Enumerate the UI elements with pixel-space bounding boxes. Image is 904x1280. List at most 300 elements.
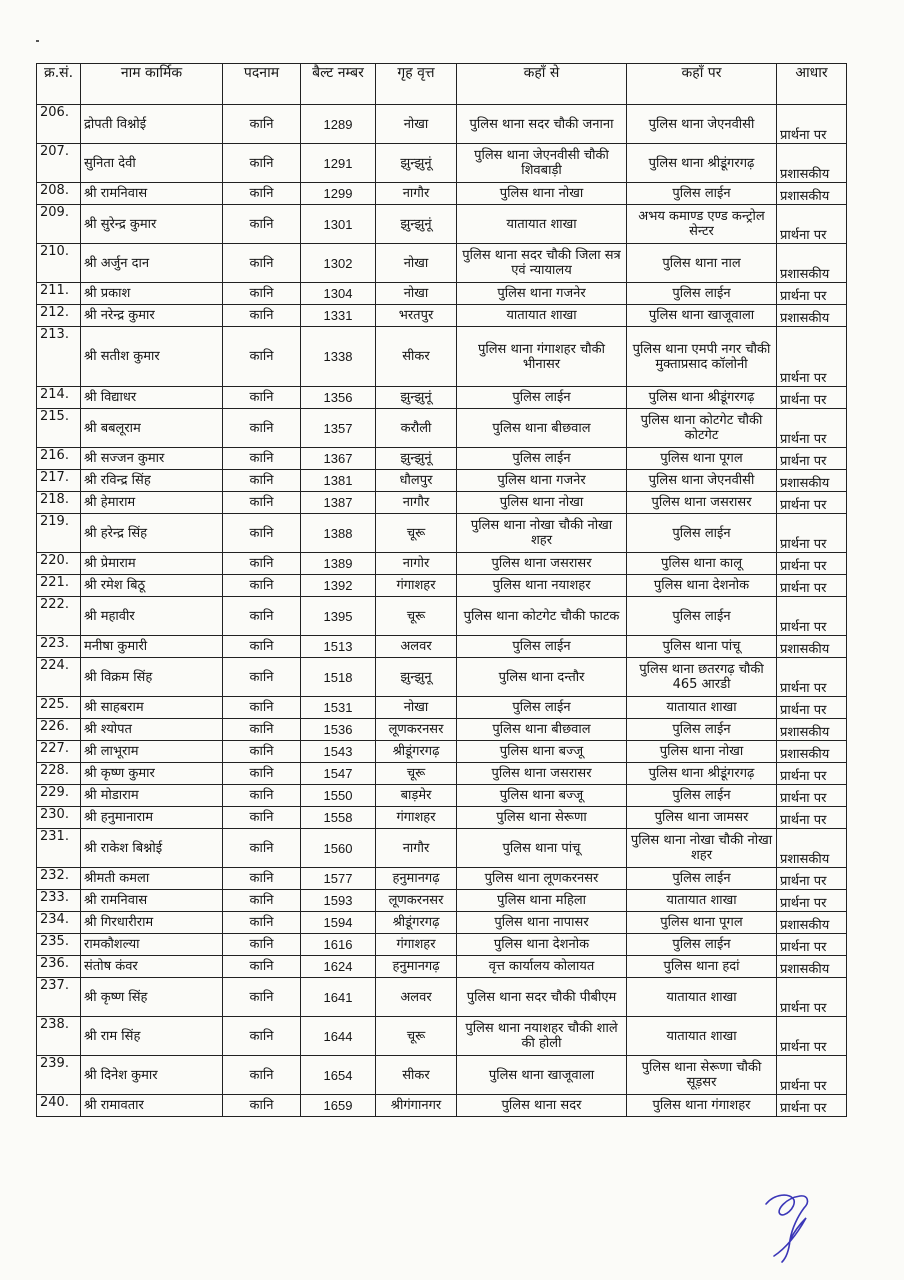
table-row	[37, 829, 847, 868]
serial-cell: 239.	[37, 1056, 81, 1095]
belt-number-cell: 1594	[301, 912, 376, 934]
serial-cell: 219.	[37, 514, 81, 553]
name-cell: श्री कृष्ण कुमार	[81, 763, 223, 785]
page-mark	[36, 40, 39, 42]
serial-cell: 220.	[37, 553, 81, 575]
belt-number-cell: 1560	[301, 829, 376, 868]
from-cell: पुलिस थाना बज्जू	[457, 741, 627, 763]
table-row	[37, 514, 847, 553]
basis-cell: प्रार्थना पर	[777, 1056, 847, 1095]
basis-cell: प्रार्थना पर	[777, 105, 847, 144]
from-cell: पुलिस लाईन	[457, 387, 627, 409]
designation-cell: कानि	[223, 1095, 301, 1117]
designation-cell: कानि	[223, 934, 301, 956]
home-circle-cell: नागौर	[376, 183, 457, 205]
table-row	[37, 890, 847, 912]
designation-cell: कानि	[223, 697, 301, 719]
name-cell: श्री रविन्द्र सिंह	[81, 470, 223, 492]
table-row	[37, 470, 847, 492]
table-row	[37, 1017, 847, 1056]
name-cell: सुनिता देवी	[81, 144, 223, 183]
to-cell: पुलिस लाईन	[627, 868, 777, 890]
serial-cell: 208.	[37, 183, 81, 205]
belt-number-cell: 1338	[301, 327, 376, 387]
designation-cell: कानि	[223, 575, 301, 597]
to-cell: पुलिस थाना श्रीडूंगरगढ़	[627, 387, 777, 409]
designation-cell: कानि	[223, 492, 301, 514]
designation-cell: कानि	[223, 978, 301, 1017]
to-cell: पुलिस थाना जेएनवीसी	[627, 470, 777, 492]
table-row	[37, 1056, 847, 1095]
home-circle-cell: चूरू	[376, 763, 457, 785]
belt-number-cell: 1301	[301, 205, 376, 244]
basis-cell: प्रशासकीय	[777, 956, 847, 978]
from-cell: पुलिस थाना नयाशहर चौकी शाले की होली	[457, 1017, 627, 1056]
designation-cell: कानि	[223, 144, 301, 183]
header-from: कहाँ से	[457, 64, 627, 105]
table-row	[37, 144, 847, 183]
header-name: नाम कार्मिक	[81, 64, 223, 105]
home-circle-cell: नागोर	[376, 553, 457, 575]
to-cell: पुलिस लाईन	[627, 719, 777, 741]
home-circle-cell: लूणकरनसर	[376, 890, 457, 912]
home-circle-cell: गंगाशहर	[376, 934, 457, 956]
designation-cell: कानि	[223, 553, 301, 575]
name-cell: द्रोपती विश्नोई	[81, 105, 223, 144]
home-circle-cell: झुन्झुनू	[376, 658, 457, 697]
serial-cell: 236.	[37, 956, 81, 978]
table-row	[37, 978, 847, 1017]
home-circle-cell: नागौर	[376, 829, 457, 868]
designation-cell: कानि	[223, 205, 301, 244]
to-cell: पुलिस लाईन	[627, 934, 777, 956]
belt-number-cell: 1299	[301, 183, 376, 205]
to-cell: पुलिस लाईन	[627, 283, 777, 305]
basis-cell: प्रार्थना पर	[777, 492, 847, 514]
table-row	[37, 956, 847, 978]
table-row	[37, 912, 847, 934]
header-designation: पदनाम	[223, 64, 301, 105]
table-row	[37, 636, 847, 658]
belt-number-cell: 1644	[301, 1017, 376, 1056]
serial-cell: 215.	[37, 409, 81, 448]
to-cell: पुलिस थाना हदां	[627, 956, 777, 978]
to-cell: पुलिस थाना जामसर	[627, 807, 777, 829]
belt-number-cell: 1518	[301, 658, 376, 697]
home-circle-cell: श्रीगंगानगर	[376, 1095, 457, 1117]
basis-cell: प्रार्थना पर	[777, 978, 847, 1017]
belt-number-cell: 1395	[301, 597, 376, 636]
from-cell: पुलिस थाना नोखा चौकी नोखा शहर	[457, 514, 627, 553]
basis-cell: प्रार्थना पर	[777, 1017, 847, 1056]
belt-number-cell: 1289	[301, 105, 376, 144]
serial-cell: 214.	[37, 387, 81, 409]
basis-cell: प्रार्थना पर	[777, 514, 847, 553]
to-cell: पुलिस थाना श्रीडूंगरगढ़	[627, 763, 777, 785]
basis-cell: प्रशासकीय	[777, 183, 847, 205]
from-cell: पुलिस थाना सेरूणा	[457, 807, 627, 829]
from-cell: पुलिस थाना नोखा	[457, 492, 627, 514]
designation-cell: कानि	[223, 327, 301, 387]
basis-cell: प्रशासकीय	[777, 829, 847, 868]
to-cell: पुलिस थाना एमपी नगर चौकी मुक्ताप्रसाद कॉलोनी	[627, 327, 777, 387]
header-serial: क्र.सं.	[37, 64, 81, 105]
home-circle-cell: झुन्झुनूं	[376, 387, 457, 409]
designation-cell: कानि	[223, 1017, 301, 1056]
home-circle-cell: श्रीडूंगरगढ़	[376, 741, 457, 763]
from-cell: पुलिस थाना बीछवाल	[457, 409, 627, 448]
name-cell: श्री हनुमानाराम	[81, 807, 223, 829]
designation-cell: कानि	[223, 283, 301, 305]
serial-cell: 213.	[37, 327, 81, 387]
belt-number-cell: 1291	[301, 144, 376, 183]
home-circle-cell: नागौर	[376, 492, 457, 514]
home-circle-cell: अलवर	[376, 978, 457, 1017]
designation-cell: कानि	[223, 183, 301, 205]
serial-cell: 237.	[37, 978, 81, 1017]
belt-number-cell: 1654	[301, 1056, 376, 1095]
home-circle-cell: नोखा	[376, 105, 457, 144]
designation-cell: कानि	[223, 658, 301, 697]
designation-cell: कानि	[223, 785, 301, 807]
table-row	[37, 244, 847, 283]
belt-number-cell: 1387	[301, 492, 376, 514]
serial-cell: 227.	[37, 741, 81, 763]
basis-cell: प्रशासकीय	[777, 244, 847, 283]
designation-cell: कानि	[223, 719, 301, 741]
from-cell: पुलिस थाना जेएनवीसी चौकी शिवबाड़ी	[457, 144, 627, 183]
basis-cell: प्रशासकीय	[777, 636, 847, 658]
serial-cell: 210.	[37, 244, 81, 283]
home-circle-cell: सीकर	[376, 327, 457, 387]
belt-number-cell: 1577	[301, 868, 376, 890]
to-cell: पुलिस थाना नोखा चौकी नोखा शहर	[627, 829, 777, 868]
designation-cell: कानि	[223, 470, 301, 492]
belt-number-cell: 1513	[301, 636, 376, 658]
to-cell: पुलिस थाना गंगाशहर	[627, 1095, 777, 1117]
basis-cell: प्रार्थना पर	[777, 785, 847, 807]
to-cell: पुलिस थाना पूगल	[627, 912, 777, 934]
designation-cell: कानि	[223, 448, 301, 470]
table-row	[37, 283, 847, 305]
to-cell: पुलिस थाना सेरूणा चौकी सूड़सर	[627, 1056, 777, 1095]
serial-cell: 231.	[37, 829, 81, 868]
transfer-table	[36, 63, 847, 1117]
name-cell: श्री लाभूराम	[81, 741, 223, 763]
name-cell: श्री रामनिवास	[81, 890, 223, 912]
home-circle-cell: गंगाशहर	[376, 807, 457, 829]
to-cell: पुलिस थाना खाजूवाला	[627, 305, 777, 327]
table-row	[37, 387, 847, 409]
header-home-circle: गृह वृत्त	[376, 64, 457, 105]
serial-cell: 228.	[37, 763, 81, 785]
to-cell: पुलिस लाईन	[627, 785, 777, 807]
name-cell: श्री मोडाराम	[81, 785, 223, 807]
designation-cell: कानि	[223, 636, 301, 658]
basis-cell: प्रशासकीय	[777, 719, 847, 741]
table-row	[37, 105, 847, 144]
name-cell: श्री दिनेश कुमार	[81, 1056, 223, 1095]
basis-cell: प्रार्थना पर	[777, 763, 847, 785]
belt-number-cell: 1392	[301, 575, 376, 597]
serial-cell: 206.	[37, 105, 81, 144]
belt-number-cell: 1543	[301, 741, 376, 763]
designation-cell: कानि	[223, 514, 301, 553]
name-cell: श्री अर्जुन दान	[81, 244, 223, 283]
home-circle-cell: अलवर	[376, 636, 457, 658]
home-circle-cell: झुन्झुनूं	[376, 448, 457, 470]
belt-number-cell: 1536	[301, 719, 376, 741]
belt-number-cell: 1304	[301, 283, 376, 305]
home-circle-cell: श्रीडूंगरगढ़	[376, 912, 457, 934]
basis-cell: प्रार्थना पर	[777, 387, 847, 409]
table-row	[37, 658, 847, 697]
table-row	[37, 697, 847, 719]
name-cell: श्री कृष्ण सिंह	[81, 978, 223, 1017]
table-row	[37, 305, 847, 327]
name-cell: श्री रमेश बिठू	[81, 575, 223, 597]
belt-number-cell: 1357	[301, 409, 376, 448]
name-cell: श्री हेमाराम	[81, 492, 223, 514]
home-circle-cell: चूरू	[376, 1017, 457, 1056]
serial-cell: 212.	[37, 305, 81, 327]
serial-cell: 229.	[37, 785, 81, 807]
home-circle-cell: बाड़मेर	[376, 785, 457, 807]
name-cell: श्री नरेन्द्र कुमार	[81, 305, 223, 327]
home-circle-cell: गंगाशहर	[376, 575, 457, 597]
to-cell: पुलिस लाईन	[627, 597, 777, 636]
name-cell: श्रीमती कमला	[81, 868, 223, 890]
belt-number-cell: 1356	[301, 387, 376, 409]
belt-number-cell: 1531	[301, 697, 376, 719]
from-cell: पुलिस थाना महिला	[457, 890, 627, 912]
to-cell: पुलिस थाना छतरगढ़ चौकी 465 आरडी	[627, 658, 777, 697]
designation-cell: कानि	[223, 1056, 301, 1095]
name-cell: श्री विद्याधर	[81, 387, 223, 409]
from-cell: पुलिस थाना नयाशहर	[457, 575, 627, 597]
home-circle-cell: नोखा	[376, 697, 457, 719]
table-row	[37, 597, 847, 636]
from-cell: पुलिस लाईन	[457, 636, 627, 658]
basis-cell: प्रार्थना पर	[777, 934, 847, 956]
from-cell: पुलिस थाना दन्तौर	[457, 658, 627, 697]
belt-number-cell: 1331	[301, 305, 376, 327]
name-cell: श्री रामनिवास	[81, 183, 223, 205]
to-cell: पुलिस थाना पूगल	[627, 448, 777, 470]
serial-cell: 222.	[37, 597, 81, 636]
name-cell: श्री प्रेमाराम	[81, 553, 223, 575]
designation-cell: कानि	[223, 763, 301, 785]
table-row	[37, 205, 847, 244]
belt-number-cell: 1547	[301, 763, 376, 785]
from-cell: पुलिस थाना बज्जू	[457, 785, 627, 807]
table-row	[37, 934, 847, 956]
name-cell: श्री सतीश कुमार	[81, 327, 223, 387]
designation-cell: कानि	[223, 305, 301, 327]
from-cell: पुलिस थाना गजनेर	[457, 283, 627, 305]
from-cell: यातायात शाखा	[457, 205, 627, 244]
belt-number-cell: 1367	[301, 448, 376, 470]
home-circle-cell: झुन्झुनूं	[376, 144, 457, 183]
basis-cell: प्रार्थना पर	[777, 1095, 847, 1117]
home-circle-cell: लूणकरनसर	[376, 719, 457, 741]
serial-cell: 233.	[37, 890, 81, 912]
to-cell: यातायात शाखा	[627, 890, 777, 912]
home-circle-cell: चूरू	[376, 514, 457, 553]
table-row	[37, 741, 847, 763]
home-circle-cell: नोखा	[376, 283, 457, 305]
serial-cell: 209.	[37, 205, 81, 244]
serial-cell: 234.	[37, 912, 81, 934]
table-row	[37, 327, 847, 387]
basis-cell: प्रशासकीय	[777, 741, 847, 763]
designation-cell: कानि	[223, 829, 301, 868]
from-cell: वृत्त कार्यालय कोलायत	[457, 956, 627, 978]
serial-cell: 240.	[37, 1095, 81, 1117]
belt-number-cell: 1641	[301, 978, 376, 1017]
serial-cell: 226.	[37, 719, 81, 741]
name-cell: मनीषा कुमारी	[81, 636, 223, 658]
basis-cell: प्रार्थना पर	[777, 697, 847, 719]
to-cell: पुलिस थाना जेएनवीसी	[627, 105, 777, 144]
basis-cell: प्रार्थना पर	[777, 868, 847, 890]
table-row	[37, 183, 847, 205]
serial-cell: 224.	[37, 658, 81, 697]
from-cell: पुलिस थाना गंगाशहर चौकी भीनासर	[457, 327, 627, 387]
from-cell: पुलिस थाना नापासर	[457, 912, 627, 934]
table-row	[37, 1095, 847, 1117]
to-cell: पुलिस लाईन	[627, 183, 777, 205]
serial-cell: 211.	[37, 283, 81, 305]
basis-cell: प्रशासकीय	[777, 144, 847, 183]
from-cell: पुलिस थाना जसरासर	[457, 763, 627, 785]
from-cell: पुलिस थाना खाजूवाला	[457, 1056, 627, 1095]
name-cell: संतोष कंवर	[81, 956, 223, 978]
from-cell: पुलिस थाना जसरासर	[457, 553, 627, 575]
from-cell: यातायात शाखा	[457, 305, 627, 327]
header-basis: आधार	[777, 64, 847, 105]
to-cell: यातायात शाखा	[627, 1017, 777, 1056]
basis-cell: प्रशासकीय	[777, 470, 847, 492]
designation-cell: कानि	[223, 956, 301, 978]
from-cell: पुलिस थाना बीछवाल	[457, 719, 627, 741]
name-cell: श्री सुरेन्द्र कुमार	[81, 205, 223, 244]
designation-cell: कानि	[223, 597, 301, 636]
designation-cell: कानि	[223, 244, 301, 283]
table-row	[37, 807, 847, 829]
to-cell: पुलिस लाईन	[627, 514, 777, 553]
basis-cell: प्रार्थना पर	[777, 575, 847, 597]
serial-cell: 218.	[37, 492, 81, 514]
designation-cell: कानि	[223, 409, 301, 448]
name-cell: श्री साहबराम	[81, 697, 223, 719]
basis-cell: प्रार्थना पर	[777, 553, 847, 575]
belt-number-cell: 1659	[301, 1095, 376, 1117]
designation-cell: कानि	[223, 890, 301, 912]
designation-cell: कानि	[223, 912, 301, 934]
basis-cell: प्रार्थना पर	[777, 890, 847, 912]
serial-cell: 217.	[37, 470, 81, 492]
basis-cell: प्रार्थना पर	[777, 448, 847, 470]
serial-cell: 216.	[37, 448, 81, 470]
belt-number-cell: 1388	[301, 514, 376, 553]
to-cell: पुलिस थाना श्रीडूंगरगढ़	[627, 144, 777, 183]
basis-cell: प्रार्थना पर	[777, 807, 847, 829]
from-cell: पुलिस लाईन	[457, 448, 627, 470]
from-cell: पुलिस लाईन	[457, 697, 627, 719]
name-cell: रामकौशल्या	[81, 934, 223, 956]
belt-number-cell: 1381	[301, 470, 376, 492]
table-row	[37, 763, 847, 785]
name-cell: श्री श्योपत	[81, 719, 223, 741]
home-circle-cell: धौलपुर	[376, 470, 457, 492]
to-cell: पुलिस थाना जसरासर	[627, 492, 777, 514]
name-cell: श्री गिरधारीराम	[81, 912, 223, 934]
home-circle-cell: चूरू	[376, 597, 457, 636]
name-cell: श्री महावीर	[81, 597, 223, 636]
signature	[756, 1184, 816, 1264]
table-row	[37, 785, 847, 807]
serial-cell: 223.	[37, 636, 81, 658]
to-cell: पुलिस थाना कोटगेट चौकी कोटगेट	[627, 409, 777, 448]
serial-cell: 207.	[37, 144, 81, 183]
from-cell: पुलिस थाना कोटगेट चौकी फाटक	[457, 597, 627, 636]
serial-cell: 238.	[37, 1017, 81, 1056]
home-circle-cell: सीकर	[376, 1056, 457, 1095]
serial-cell: 221.	[37, 575, 81, 597]
table-row	[37, 575, 847, 597]
name-cell: श्री विक्रम सिंह	[81, 658, 223, 697]
designation-cell: कानि	[223, 387, 301, 409]
header-row	[37, 64, 847, 105]
from-cell: पुलिस थाना पांचू	[457, 829, 627, 868]
from-cell: पुलिस थाना सदर चौकी पीबीएम	[457, 978, 627, 1017]
table-row	[37, 719, 847, 741]
belt-number-cell: 1558	[301, 807, 376, 829]
basis-cell: प्रशासकीय	[777, 305, 847, 327]
basis-cell: प्रार्थना पर	[777, 327, 847, 387]
name-cell: श्री बबलूराम	[81, 409, 223, 448]
belt-number-cell: 1624	[301, 956, 376, 978]
belt-number-cell: 1616	[301, 934, 376, 956]
from-cell: पुलिस थाना नोखा	[457, 183, 627, 205]
to-cell: यातायात शाखा	[627, 697, 777, 719]
basis-cell: प्रार्थना पर	[777, 283, 847, 305]
table-row	[37, 553, 847, 575]
basis-cell: प्रार्थना पर	[777, 597, 847, 636]
header-to: कहाँ पर	[627, 64, 777, 105]
belt-number-cell: 1550	[301, 785, 376, 807]
name-cell: श्री रामावतार	[81, 1095, 223, 1117]
home-circle-cell: करौली	[376, 409, 457, 448]
to-cell: अभय कमाण्ड एण्ड कन्ट्रोल सेन्टर	[627, 205, 777, 244]
basis-cell: प्रशासकीय	[777, 912, 847, 934]
home-circle-cell: नोखा	[376, 244, 457, 283]
name-cell: श्री सज्जन कुमार	[81, 448, 223, 470]
to-cell: पुलिस थाना नोखा	[627, 741, 777, 763]
belt-number-cell: 1302	[301, 244, 376, 283]
name-cell: श्री प्रकाश	[81, 283, 223, 305]
to-cell: पुलिस थाना देशनोक	[627, 575, 777, 597]
basis-cell: प्रार्थना पर	[777, 205, 847, 244]
table-body	[37, 105, 847, 1117]
table-row	[37, 868, 847, 890]
to-cell: पुलिस थाना नाल	[627, 244, 777, 283]
basis-cell: प्रार्थना पर	[777, 658, 847, 697]
serial-cell: 225.	[37, 697, 81, 719]
from-cell: पुलिस थाना गजनेर	[457, 470, 627, 492]
belt-number-cell: 1593	[301, 890, 376, 912]
